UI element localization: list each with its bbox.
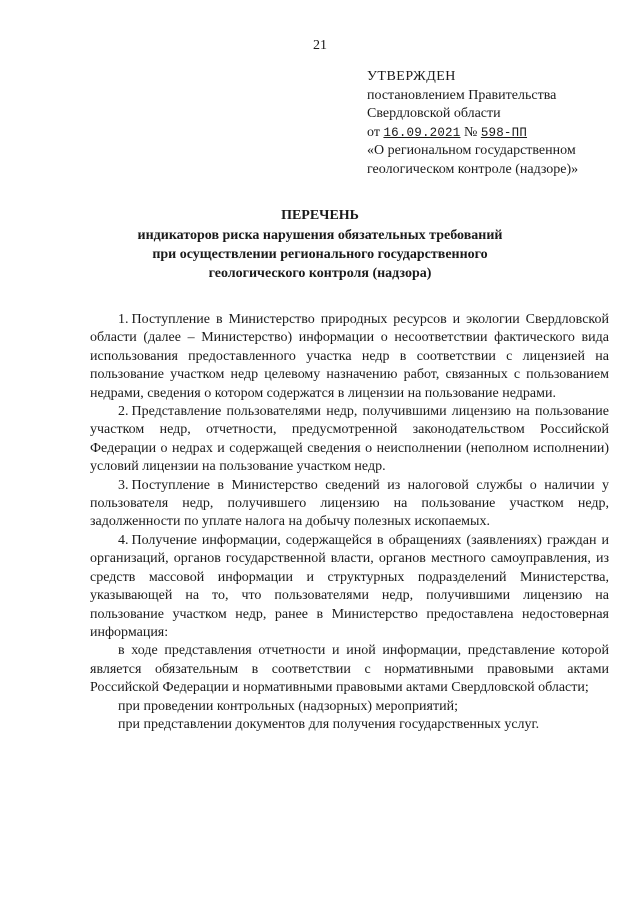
approval-title-line-2: геологическом контроле (надзоре)» <box>367 161 579 177</box>
list-item <box>90 477 609 532</box>
sub-item: при представлении документов для получения государственных услуг. <box>118 716 540 732</box>
title-line-3: геологического контроля (надзора) <box>208 266 432 281</box>
item-text: Поступление в Министерство природных ресурсов и экологии Свердловской области (далее – Министерство) информации о несоответствии фактического вида использования предоставленного участка недр в соответствии с лицензией на пользование участком недр целевому назначению работ, связанных с пользованием недрами, сведения о котором содержатся в лицензии на пользование недрами. <box>90 312 609 401</box>
number-sign: № <box>463 124 478 140</box>
item-text: Представление пользователями недр, получившими лицензию на пользование участком недр, отчетности, предусмотренной законодательством Российской Федерации о недрах и содержащей сведения о неисполнении (неполном исполнении) условий лицензии на пользование участком недр. <box>90 404 609 475</box>
approval-heading: УТВЕРЖДЕН <box>367 69 456 84</box>
page-number: 21 <box>313 38 327 53</box>
list-item <box>90 311 609 403</box>
approval-line-2: Свердловской области <box>367 106 501 121</box>
item-text: Получение информации, содержащейся в обращениях (заявлениях) граждан и организаций, органов государственной власти, органов местного самоуправления, из средств массовой информации и структурных подразделений Министерства, указывающей на то, что пользователями недр, получившими лицензию на пользование участком недр, ранее в Министерство предоставлена недостоверная информация: <box>90 532 609 640</box>
date-prefix: от <box>367 124 380 140</box>
title-line-1: индикаторов риска нарушения обязательных требований <box>137 228 503 243</box>
list-item <box>90 532 609 642</box>
item-number: 4. <box>118 532 129 548</box>
title-line-2: при осуществлении регионального государственного <box>152 247 488 262</box>
sub-item: в ходе представления отчетности и иной информации, представление которой является обязательным в соответствии с нормативными правовыми актами Российской Федерации и нормативными правовыми актами Свердловской области; <box>90 643 609 696</box>
document-title <box>0 206 640 283</box>
list-item <box>90 403 609 477</box>
item-number: 2. <box>118 404 129 420</box>
item-number: 3. <box>118 477 129 493</box>
item-number: 1. <box>118 312 129 327</box>
item-text: Поступление в Министерство сведений из налоговой службы о наличии у пользователя недр, получившего лицензию на пользование участком недр, задолженности по уплате налога на добычу полезных ископаемых. <box>90 477 609 530</box>
approval-line-1: постановлением Правительства <box>367 87 557 103</box>
title-main: ПЕРЕЧЕНЬ <box>281 208 359 223</box>
number-value: 598-ПП <box>480 125 528 140</box>
document-body <box>90 311 609 734</box>
approval-stamp <box>367 68 617 179</box>
approval-date-line <box>367 124 617 143</box>
sub-item: при проведении контрольных (надзорных) мероприятий; <box>118 698 458 714</box>
approval-title-line-1: «О региональном государственном <box>367 143 576 158</box>
date-value: 16.09.2021 <box>383 125 461 140</box>
